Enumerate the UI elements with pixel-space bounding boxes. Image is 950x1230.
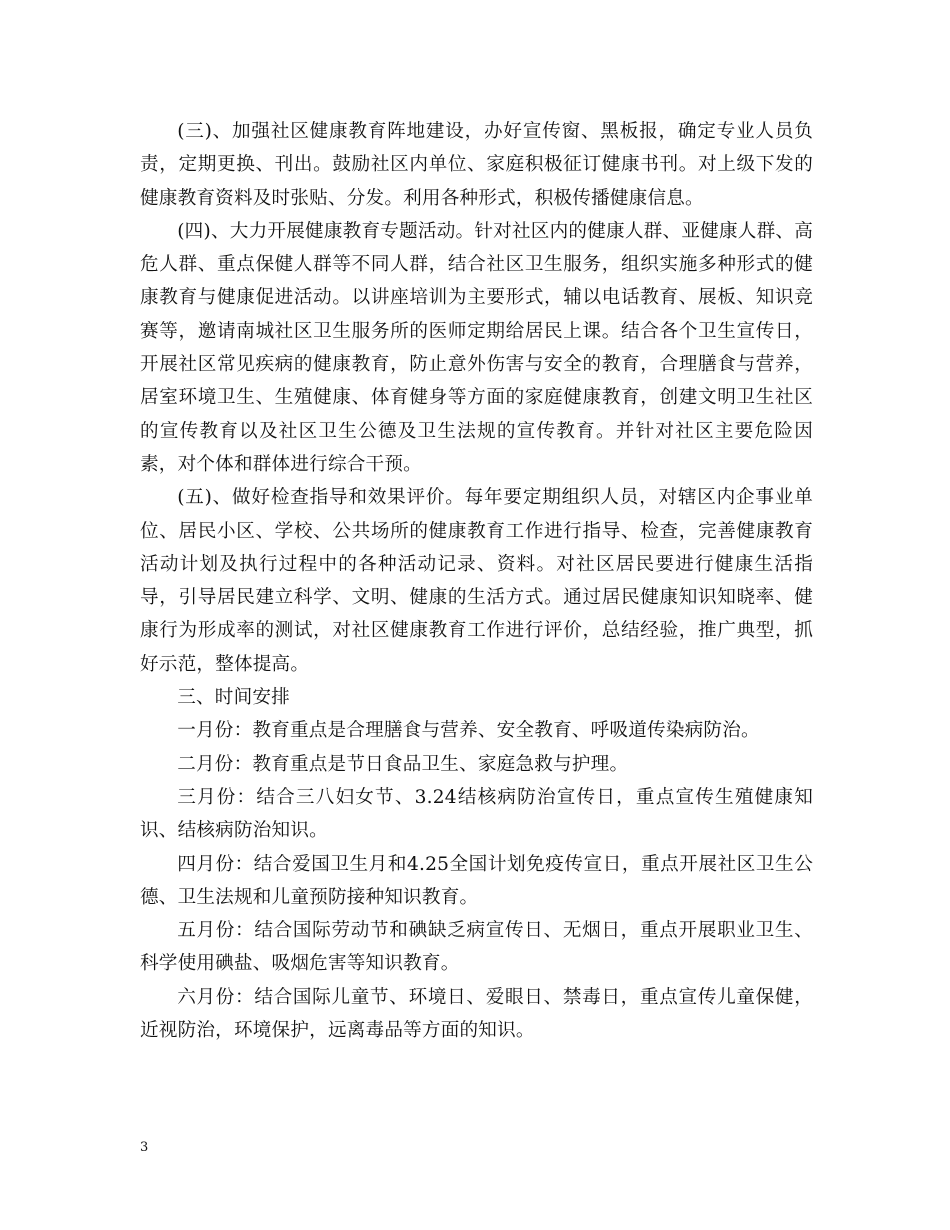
schedule-april: 四月份：结合爱国卫生月和4.25全国计划免疫传宣日，重点开展社区卫生公德、卫生法规和儿童预防接种知识教育。 — [140, 853, 813, 908]
section-heading-schedule: 三、时间安排 — [177, 687, 290, 709]
document-body — [140, 115, 813, 1047]
paragraph-section-3: (三)、加强社区健康教育阵地建设，办好宣传窗、黑板报，确定专业人员负责，定期更换、刊出。鼓励社区内单位、家庭积极征订健康书刊。对上级下发的健康教育资料及时张贴、分发。利用各种形式，积极传播健康信息。 — [140, 121, 813, 209]
paragraph-section-4: (四)、大力开展健康教育专题活动。针对社区内的健康人群、亚健康人群、高危人群、重点保健人群等不同人群，结合社区卫生服务，组织实施多种形式的健康教育与健康促进活动。以讲座培训为主要形式，辅以电话教育、展板、知识竞赛等，邀请南城社区卫生服务所的医师定期给居民上课。结合各个卫生宣传日，开展社区常见疾病的健康教育，防止意外伤害与安全的教育，合理膳食与营养，居室环境卫生、生殖健康、体育健身等方面的家庭健康教育，创建文明卫生社区的宣传教育以及社区卫生公德及卫生法规的宣传教育。并针对社区主要危险因素，对个体和群体进行综合干预。 — [140, 220, 813, 475]
schedule-february: 二月份：教育重点是节日食品卫生、家庭急救与护理。 — [177, 753, 629, 775]
page-number: 3 — [140, 1140, 149, 1155]
schedule-may: 五月份：结合国际劳动节和碘缺乏病宣传日、无烟日，重点开展职业卫生、科学使用碘盐、吸烟危害等知识教育。 — [140, 920, 813, 975]
schedule-june: 六月份：结合国际儿童节、环境日、爱眼日、禁毒日，重点宣传儿童保健，近视防治，环境保护，远离毒品等方面的知识。 — [140, 986, 813, 1042]
schedule-march: 三月份：结合三八妇女节、3.24结核病防治宣传日，重点宣传生殖健康知识、结核病防治知识。 — [140, 786, 813, 842]
schedule-january: 一月份：教育重点是合理膳食与营养、安全教育、呼吸道传染病防治。 — [177, 720, 760, 742]
paragraph-section-5: (五)、做好检查指导和效果评价。每年要定期组织人员，对辖区内企事业单位、居民小区、学校、公共场所的健康教育工作进行指导、检查，完善健康教育活动计划及执行过程中的各种活动记录、资料。对社区居民要进行健康生活指导，引导居民建立科学、文明、健康的生活方式。通过居民健康知识知晓率、健康行为形成率的测试，对社区健康教育工作进行评价，总结经验，推广典型，抓好示范，整体提高。 — [140, 487, 813, 675]
